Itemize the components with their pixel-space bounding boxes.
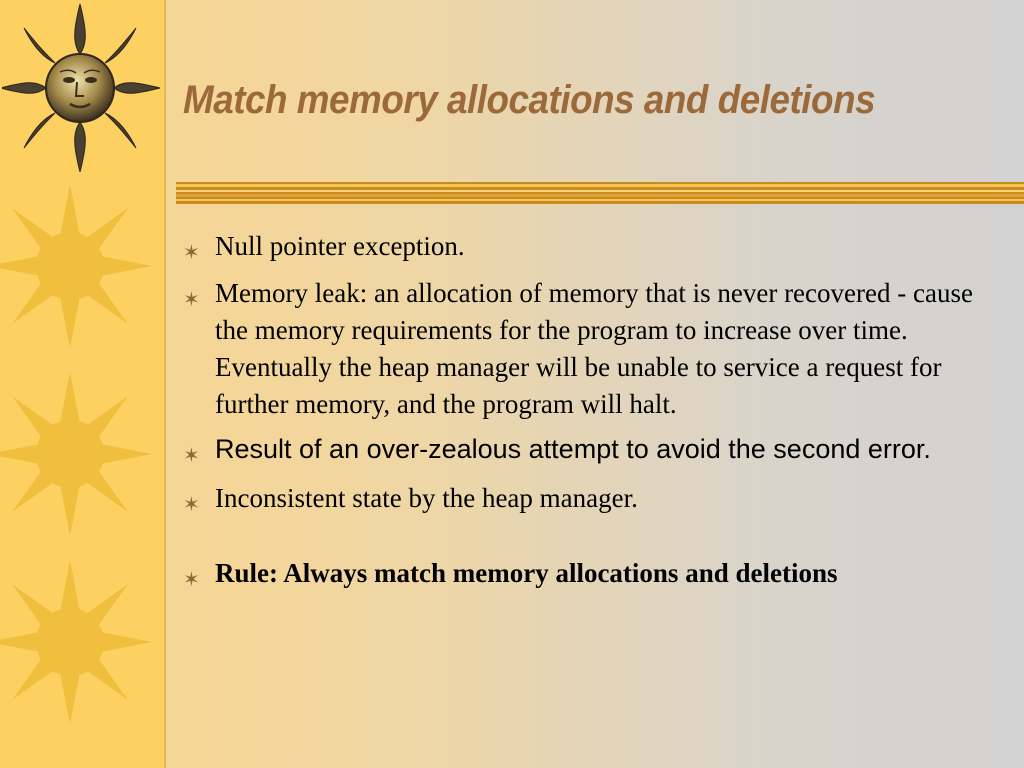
decorative-sidebar — [0, 0, 164, 768]
bullet-text: Result of an over-zealous attempt to avoid the second error. — [215, 434, 931, 464]
star-bullet-icon: ✶ — [183, 492, 200, 516]
sun-decoration-icon — [0, 368, 164, 538]
bullet-memory-leak — [183, 275, 983, 423]
star-bullet-icon: ✶ — [183, 287, 200, 311]
star-bullet-icon: ✶ — [183, 443, 200, 467]
bullet-list — [183, 228, 983, 592]
sidebar-divider — [164, 0, 166, 768]
bullet-null-pointer — [183, 228, 983, 265]
bullet-text: Memory leak: an allocation of memory that is never recovered - cause the memory requirements for the program to increase over time. Eventually the heap manager will be unable to service a request for further memory, and the program will halt. — [215, 278, 973, 419]
bullet-text: Rule: Always match memory allocations and deletions — [215, 558, 838, 588]
star-bullet-icon: ✶ — [183, 567, 200, 591]
bullet-inconsistent-state — [183, 480, 983, 517]
slide-title: Match memory allocations and deletions — [183, 78, 876, 122]
star-bullet-icon: ✶ — [183, 240, 200, 264]
sun-face-icon — [2, 2, 162, 172]
sun-decoration-icon — [0, 556, 164, 726]
title-underline — [176, 182, 1024, 204]
bullet-rule — [183, 555, 983, 592]
bullet-text: Null pointer exception. — [215, 231, 465, 261]
sun-decoration-icon — [0, 180, 164, 350]
bullet-text: Inconsistent state by the heap manager. — [215, 483, 638, 513]
bullet-over-zealous — [183, 431, 983, 468]
